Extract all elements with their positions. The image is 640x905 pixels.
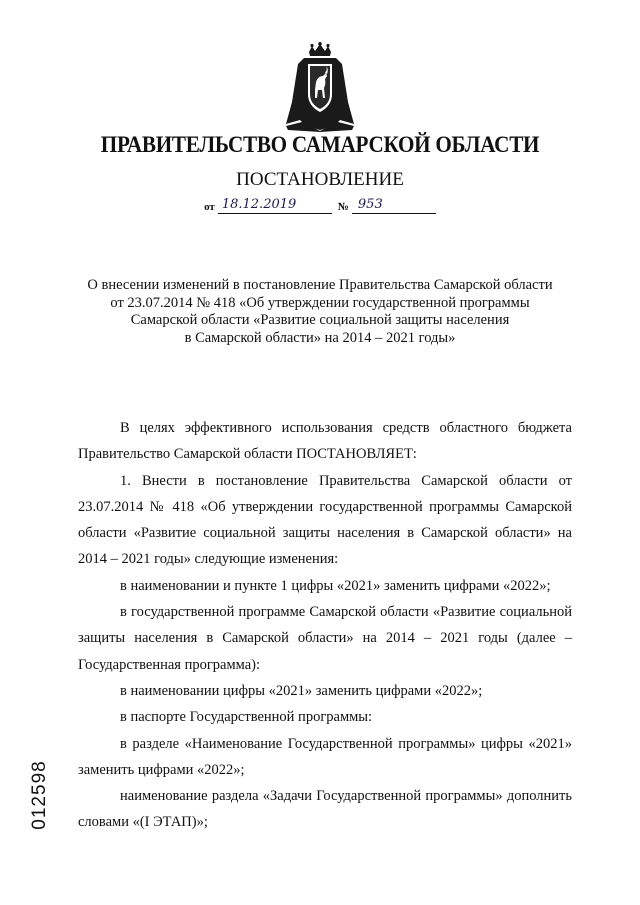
subject-line: от 23.07.2014 № 418 «Об утверждении государственной программы xyxy=(110,294,530,311)
serial-number-text: 012598 xyxy=(29,760,50,830)
body-paragraph: в государственной программе Самарской области «Развитие социальной защиты населения в Самарской области» на 2014 – 2021 годы (далее – Государственная программа): xyxy=(78,604,572,673)
organization-title: ПРАВИТЕЛЬСТВО САМАРСКОЙ ОБЛАСТИ xyxy=(100,132,540,157)
number-value: 953 xyxy=(352,197,436,214)
document-type: ПОСТАНОВЛЕНИЕ xyxy=(236,169,404,190)
document-body xyxy=(78,415,572,836)
coat-of-arms-emblem xyxy=(282,42,358,132)
body-paragraph: наименование раздела «Задачи Государственной программы» дополнить словами «(I ЭТАП)»; xyxy=(78,788,572,831)
subject-line: Самарской области «Развитие социальной защиты населения xyxy=(130,312,510,328)
date-value: 18.12.2019 xyxy=(218,197,332,214)
body-paragraph: в наименовании цифры «2021» заменить цифрами «2022»; xyxy=(120,682,483,699)
document-subject xyxy=(70,277,570,347)
date-label: от xyxy=(204,201,215,213)
form-serial-number xyxy=(28,760,52,830)
number-label: № xyxy=(337,201,349,213)
body-paragraph: 1. Внести в постановление Правительства Самарской области от 23.07.2014 № 418 «Об утверждении государственной программы Самарской области «Развитие социальной защиты населения в Самарской области» на 2014 – 2021 годы» следующие изменения: xyxy=(78,472,572,568)
body-paragraph: В целях эффективного использования средств областного бюджета Правительство Самарской области ПОСТАНОВЛЯЕТ: xyxy=(78,420,572,463)
date-number-line xyxy=(0,197,640,214)
subject-line: О внесении изменений в постановление Правительства Самарской области xyxy=(87,277,553,293)
body-paragraph: в разделе «Наименование Государственной программы» цифры «2021» заменить цифрами «2022»; xyxy=(78,735,572,778)
body-paragraph: в паспорте Государственной программы: xyxy=(120,709,373,726)
body-paragraph: в наименовании и пункте 1 цифры «2021» заменить цифрами «2022»; xyxy=(120,577,551,594)
subject-line: в Самарской области» на 2014 – 2021 годы» xyxy=(184,329,456,346)
